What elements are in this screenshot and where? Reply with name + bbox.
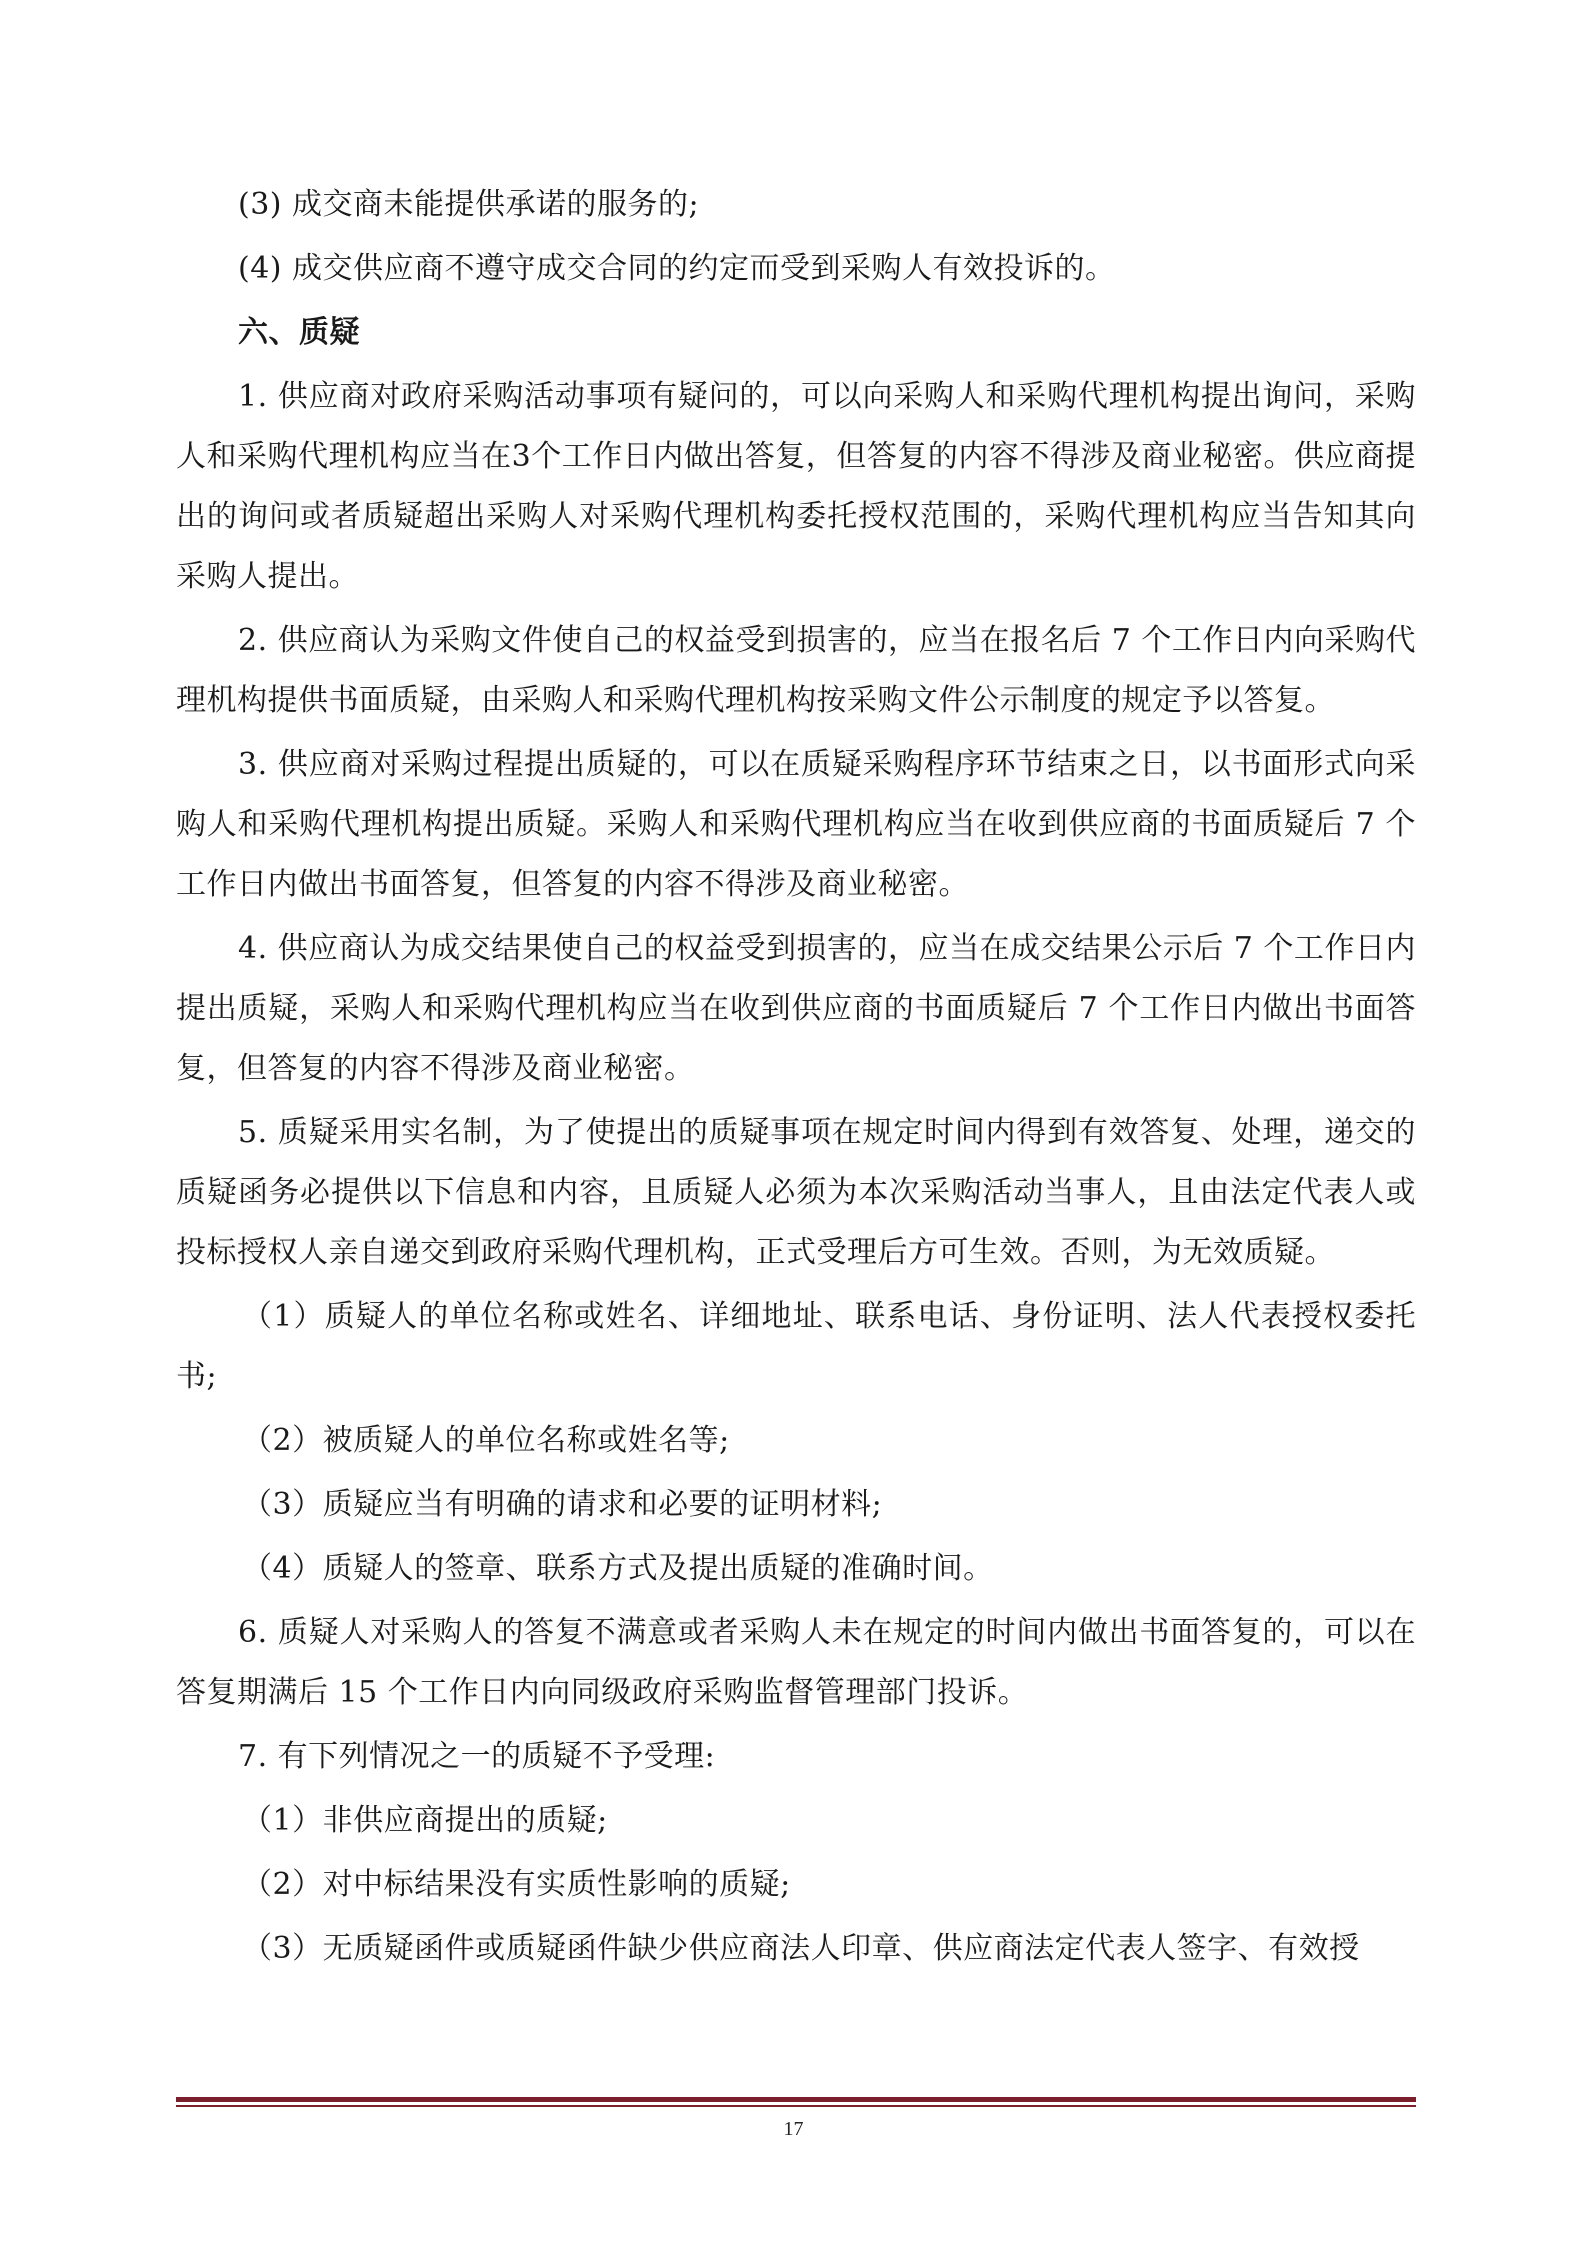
section-heading-challenge: 六、质疑 — [238, 315, 360, 350]
clause-5-sub-3: （3）质疑应当有明确的请求和必要的证明材料; — [242, 1487, 883, 1522]
item-3-paragraph: (3) 成交商未能提供承诺的服务的; — [238, 187, 700, 222]
clause-5-paragraph: 5. 质疑采用实名制，为了使提出的质疑事项在规定时间内得到有效答复、处理，递交的质疑函务必提供以下信息和内容，且质疑人必须为本次采购活动当事人，且由法定代表人或投标授权人亲自递交到政府采购代理机构，正式受理后方可生效。否则，为无效质疑。 — [176, 1115, 1416, 1270]
clause-6-paragraph: 6. 质疑人对采购人的答复不满意或者采购人未在规定的时间内做出书面答复的，可以在答复期满后 15 个工作日内向同级政府采购监督管理部门投诉。 — [176, 1615, 1416, 1710]
clause-7-paragraph: 7. 有下列情况之一的质疑不予受理: — [238, 1739, 716, 1774]
document-body — [176, 175, 1416, 1983]
clause-5-sub-4: （4）质疑人的签章、联系方式及提出质疑的准确时间。 — [242, 1551, 994, 1586]
clause-7-sub-3: （3）无质疑函件或质疑函件缺少供应商法人印章、供应商法定代表人签字、有效授 — [242, 1931, 1360, 1966]
clause-7-sub-1: （1）非供应商提出的质疑; — [242, 1803, 608, 1838]
page-number: 17 — [783, 2118, 804, 2140]
footer-divider — [176, 2097, 1416, 2109]
footer-divider-thick — [176, 2097, 1416, 2102]
clause-2-paragraph: 2. 供应商认为采购文件使自己的权益受到损害的，应当在报名后 7 个工作日内向采购代理机构提供书面质疑，由采购人和采购代理机构按采购文件公示制度的规定予以答复。 — [176, 623, 1416, 718]
item-4-paragraph: (4) 成交供应商不遵守成交合同的约定而受到采购人有效投诉的。 — [238, 251, 1116, 286]
clause-7-sub-2: （2）对中标结果没有实质性影响的质疑; — [242, 1867, 791, 1902]
clause-1-paragraph: 1. 供应商对政府采购活动事项有疑问的，可以向采购人和采购代理机构提出询问，采购人和采购代理机构应当在3个工作日内做出答复，但答复的内容不得涉及商业秘密。供应商提出的询问或者质疑超出采购人对采购代理机构委托授权范围的，采购代理机构应当告知其向采购人提出。 — [176, 379, 1416, 594]
clause-5-sub-1: （1）质疑人的单位名称或姓名、详细地址、联系电话、身份证明、法人代表授权委托书; — [176, 1299, 1416, 1394]
clause-5-sub-2: （2）被质疑人的单位名称或姓名等; — [242, 1423, 730, 1458]
footer-divider-thin — [176, 2105, 1416, 2107]
clause-4-paragraph: 4. 供应商认为成交结果使自己的权益受到损害的，应当在成交结果公示后 7 个工作日内提出质疑，采购人和采购代理机构应当在收到供应商的书面质疑后 7 个工作日内做出书面答复，但答复的内容不得涉及商业秘密。 — [176, 931, 1416, 1086]
clause-3-paragraph: 3. 供应商对采购过程提出质疑的，可以在质疑采购程序环节结束之日，以书面形式向采购人和采购代理机构提出质疑。采购人和采购代理机构应当在收到供应商的书面质疑后 7 个工作日内做出书面答复，但答复的内容不得涉及商业秘密。 — [176, 747, 1416, 902]
